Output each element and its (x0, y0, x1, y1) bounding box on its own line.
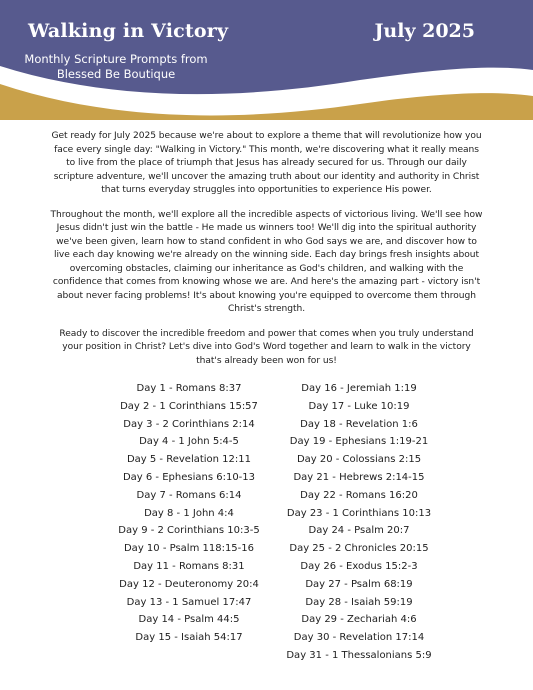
reading-day: Day 28 - Isaiah 59:19 (305, 596, 413, 608)
reading-day: Day 26 - Exodus 15:2-3 (300, 560, 418, 572)
reading-day: Day 14 - Psalm 44:5 (138, 614, 240, 626)
month-label: July 2025 (374, 20, 475, 42)
reading-day: Day 21 - Hebrews 2:14-15 (293, 471, 425, 483)
subtitle: Monthly Scripture Prompts from Blessed Be Boutique (24, 52, 208, 81)
reading-day: Day 9 - 2 Corinthians 10:3-5 (118, 525, 260, 537)
reading-day: Day 23 - 1 Corinthians 10:13 (286, 507, 432, 519)
reading-day: Day 11 - Romans 8:31 (133, 560, 245, 572)
reading-day: Day 25 - 2 Chronicles 20:15 (289, 543, 429, 555)
intro-paragraph: Get ready for July 2025 because we're about to explore a theme that will revolutionize how you face every single day: "Walking in Victory." This month, we're discovering what it really means to live from the place of triumph that Jesus has already secured for us. Through our daily scripture adventure, we'll uncover the amazing truth about our identity and authority in Christ that turns everyday struggles into opportunities to experience His power. (51, 131, 482, 195)
reading-day: Day 22 - Romans 16:20 (300, 489, 418, 501)
reading-day: Day 15 - Isaiah 54:17 (135, 632, 243, 644)
reading-day: Day 3 - 2 Corinthians 2:14 (123, 418, 255, 430)
intro-paragraph: Throughout the month, we'll explore all the incredible aspects of victorious living. We'll see how Jesus didn't just win the battle - He made us winners too! We'll dig into the spiritual authority we've been given, learn how to stand confident in who God says we are, and discover how to live each day knowing we're already on the winning side. Each day brings fresh insights about overcoming obstacles, claiming our inheritance as God's children, and walking with the confidence that comes from knowing whose we are. And here's the amazing part - victory isn't about never facing problems! It's about knowing you're equipped to overcome them through Christ's strength. (50, 209, 483, 314)
reading-day: Day 2 - 1 Corinthians 15:57 (120, 400, 258, 412)
reading-list-left (104, 380, 274, 647)
intro-paragraph: Ready to discover the incredible freedom and power that comes when you truly understand your position in Christ? Let's dive into God's Word together and learn to walk in the victory that's already been won for us! (59, 328, 474, 366)
intro-text (50, 130, 483, 379)
reading-day: Day 6 - Ephesians 6:10-13 (122, 471, 256, 483)
reading-day: Day 4 - 1 John 5:4-5 (139, 436, 239, 448)
reading-list-right (284, 380, 434, 665)
reading-day: Day 19 - Ephesians 1:19-21 (289, 436, 429, 448)
reading-day: Day 1 - Romans 8:37 (136, 383, 242, 394)
reading-day: Day 18 - Revelation 1:6 (300, 418, 418, 430)
reading-day: Day 24 - Psalm 20:7 (308, 525, 410, 537)
page-title: Walking in Victory (28, 20, 229, 42)
reading-day: Day 27 - Psalm 68:19 (305, 578, 413, 590)
reading-day: Day 30 - Revelation 17:14 (293, 632, 425, 644)
reading-day: Day 16 - Jeremiah 1:19 (301, 383, 417, 394)
reading-day: Day 29 - Zechariah 4:6 (301, 614, 417, 626)
reading-day: Day 5 - Revelation 12:11 (126, 454, 252, 466)
reading-day: Day 20 - Colossians 2:15 (296, 454, 422, 466)
reading-day: Day 31 - 1 Thessalonians 5:9 (286, 649, 432, 661)
reading-day: Day 8 - 1 John 4:4 (144, 507, 234, 519)
reading-day: Day 17 - Luke 10:19 (308, 400, 410, 412)
reading-day: Day 10 - Psalm 118:15-16 (123, 543, 255, 555)
header-banner (0, 0, 533, 120)
reading-day: Day 7 - Romans 6:14 (136, 489, 242, 501)
reading-day: Day 12 - Deuteronomy 20:4 (119, 578, 259, 590)
reading-day: Day 13 - 1 Samuel 17:47 (126, 596, 252, 608)
